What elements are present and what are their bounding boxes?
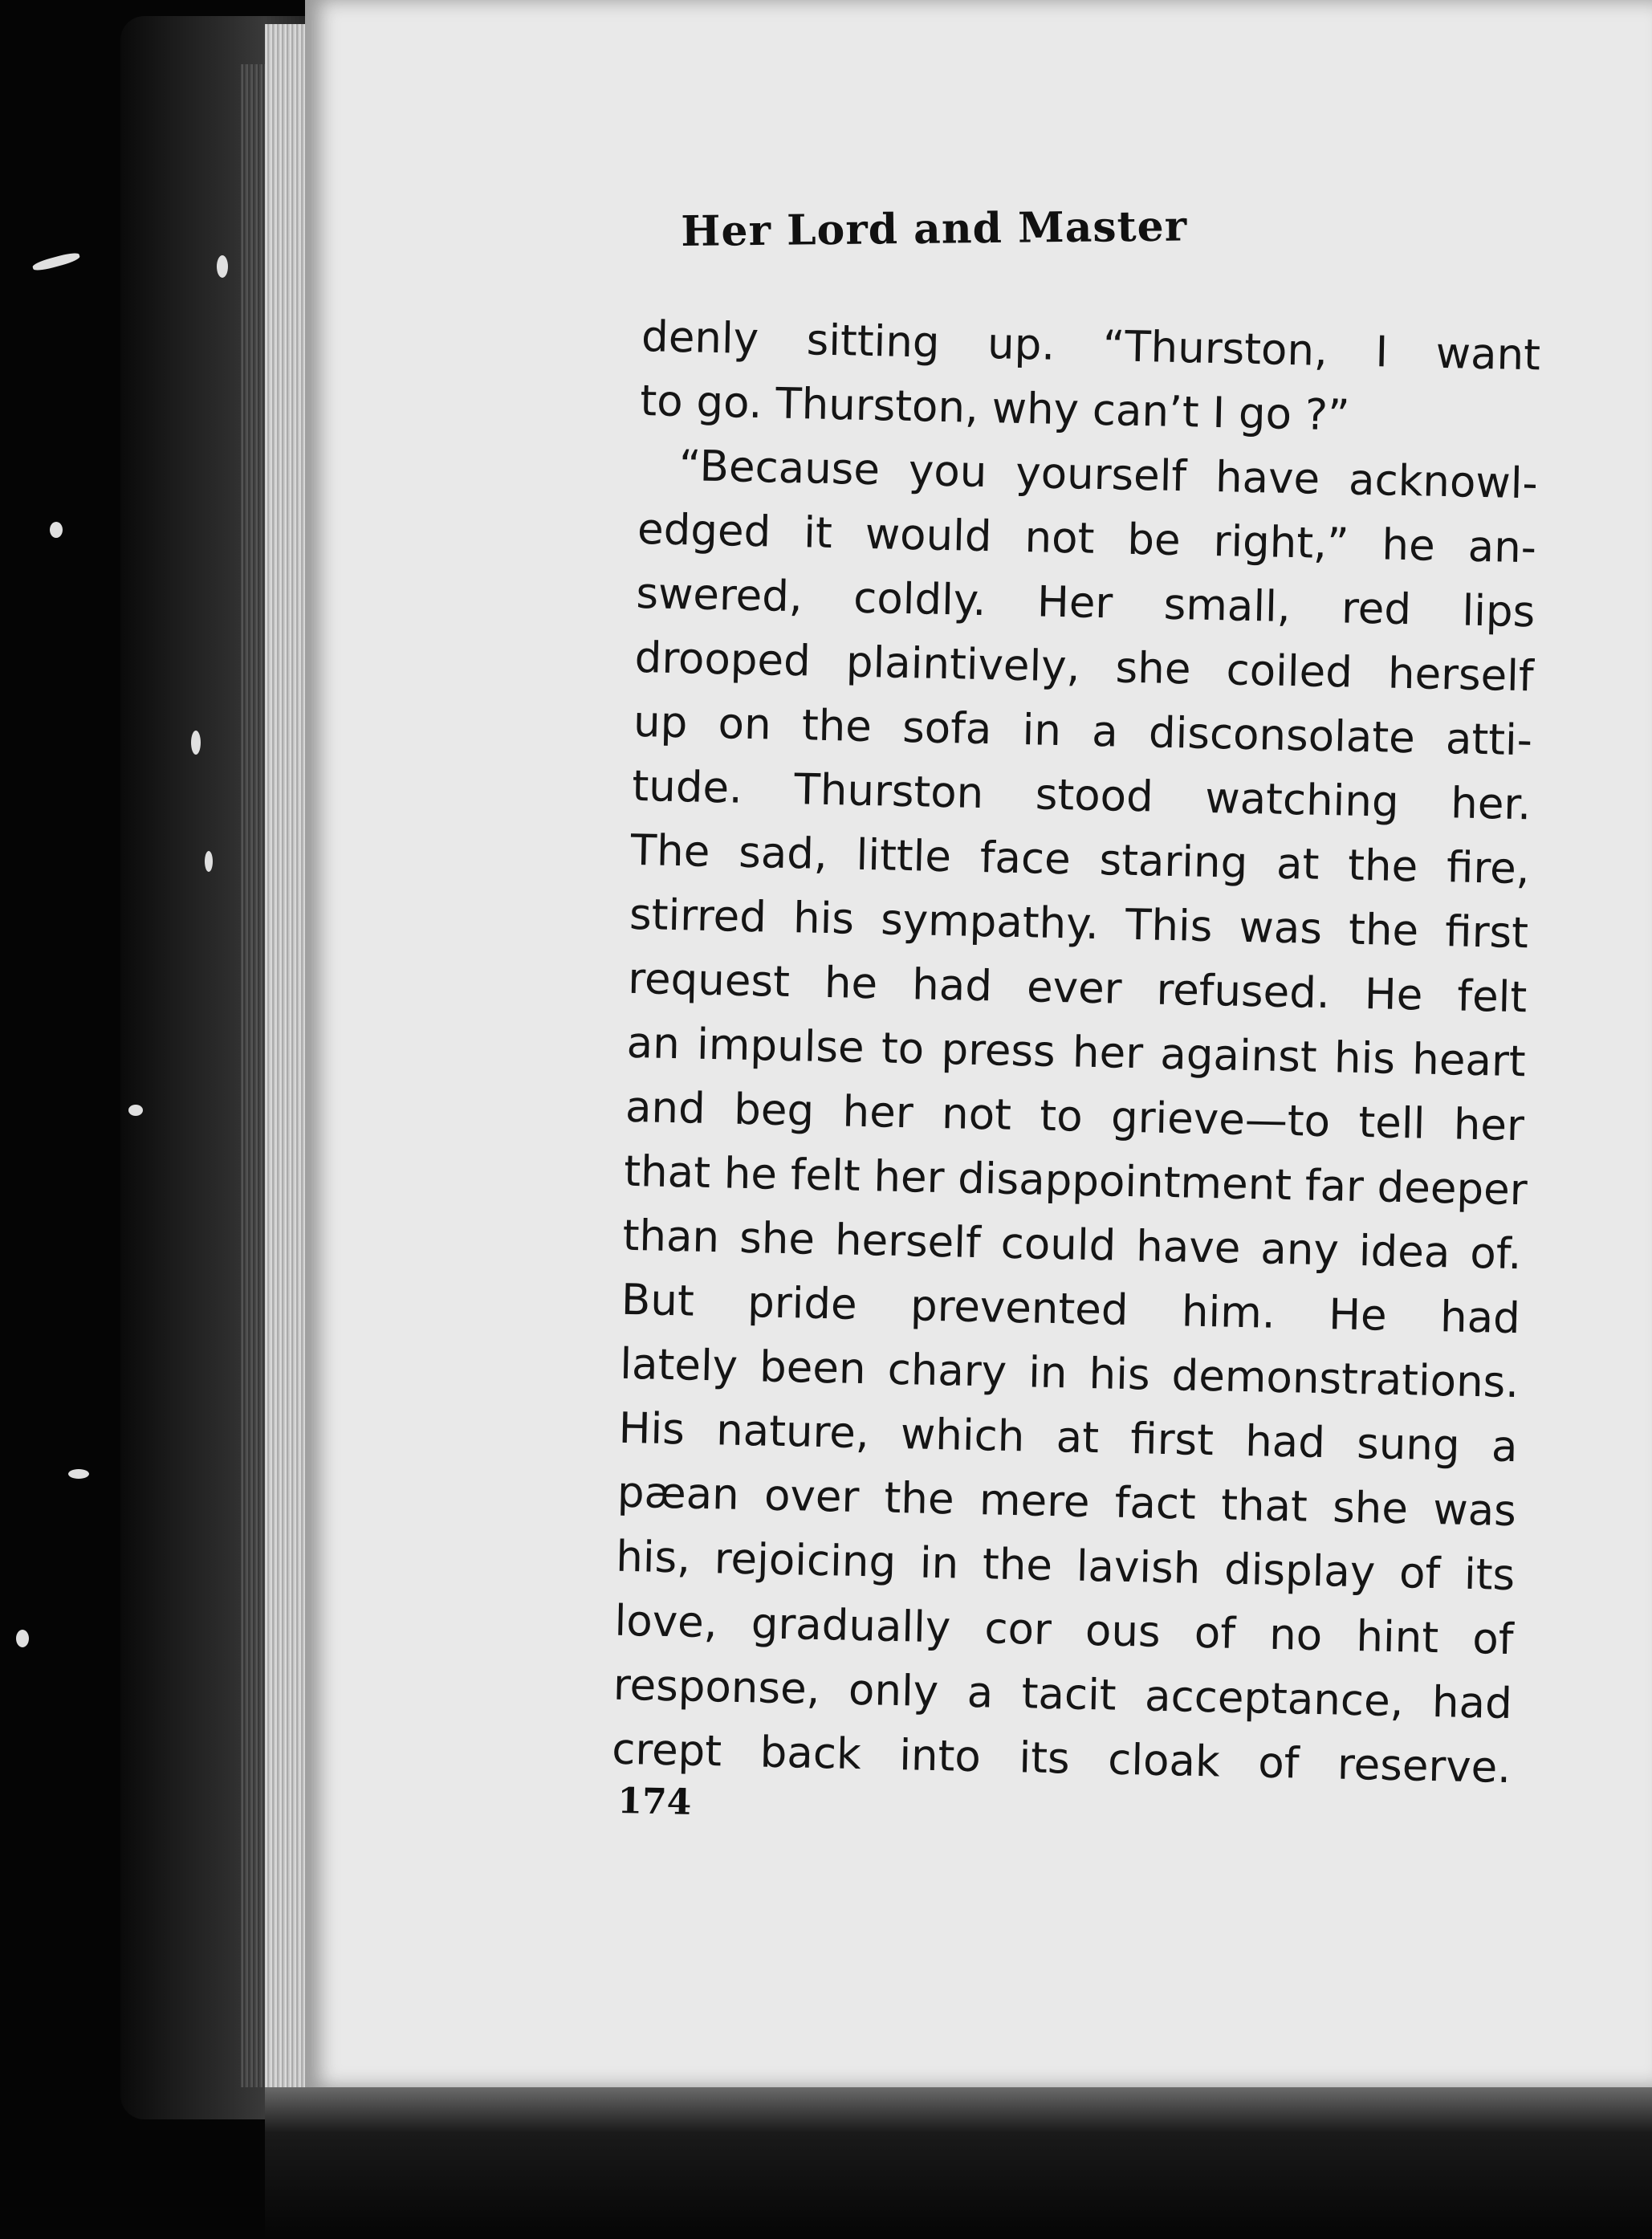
- text-line: pæan over the mere fact that she was: [616, 1468, 1517, 1537]
- text-line: denly sitting up. “Thurston, I want: [641, 311, 1541, 381]
- text-line: an impulse to press her against his heart: [626, 1018, 1527, 1087]
- body-text: [611, 305, 1540, 1801]
- bottom-shadow: [265, 2087, 1652, 2239]
- dust-speck: [68, 1469, 89, 1479]
- text-line: edged it would not be right,” he an-: [637, 504, 1537, 573]
- dust-speck: [191, 731, 201, 755]
- text-line: The sad, little face staring at the fire,: [630, 825, 1531, 894]
- text-line: up on the sofa in a disconsolate atti-: [633, 697, 1533, 766]
- text-line: crept back into its cloak of reserve.: [611, 1724, 1512, 1793]
- text-line: response, only a tacit acceptance, had: [612, 1660, 1513, 1729]
- page-number: 174: [616, 1781, 692, 1823]
- text-line: and beg her not to grieve—to tell her: [625, 1082, 1525, 1151]
- text-line: stirred his sympathy. This was the first: [629, 889, 1529, 959]
- dust-speck: [217, 255, 228, 278]
- dust-speck: [205, 851, 213, 872]
- text-line: lately been chary in his demonstrations.: [619, 1339, 1520, 1408]
- text-line: tude. Thurston stood watching her.: [631, 761, 1532, 830]
- text-line: drooped plaintively, she coiled herself: [634, 633, 1535, 702]
- text-line: love, gradually cor ous of no hint of: [614, 1596, 1515, 1665]
- text-line: But pride prevented him. He had: [621, 1275, 1521, 1344]
- text-line: his, rejoicing in the lavish display of its: [615, 1532, 1516, 1601]
- dust-speck: [128, 1105, 143, 1116]
- text-line: that he felt her disappointment far deeper: [623, 1146, 1528, 1215]
- text-line: request he had ever refused. He felt: [627, 954, 1528, 1023]
- text-line: to go. Thurston, why can’t I go ?”: [639, 376, 1351, 441]
- text-line: than she herself could have any idea of.: [622, 1211, 1523, 1280]
- dust-speck: [31, 250, 80, 272]
- text-line: His nature, which at first had sung a: [618, 1403, 1519, 1472]
- text-line: swered, coldly. Her small, red lips: [635, 568, 1536, 637]
- running-head: Her Lord and Master: [681, 202, 1188, 256]
- dust-speck: [50, 522, 63, 538]
- text-line: “Because you yourself have acknowl-: [678, 442, 1539, 509]
- dust-speck: [16, 1630, 29, 1647]
